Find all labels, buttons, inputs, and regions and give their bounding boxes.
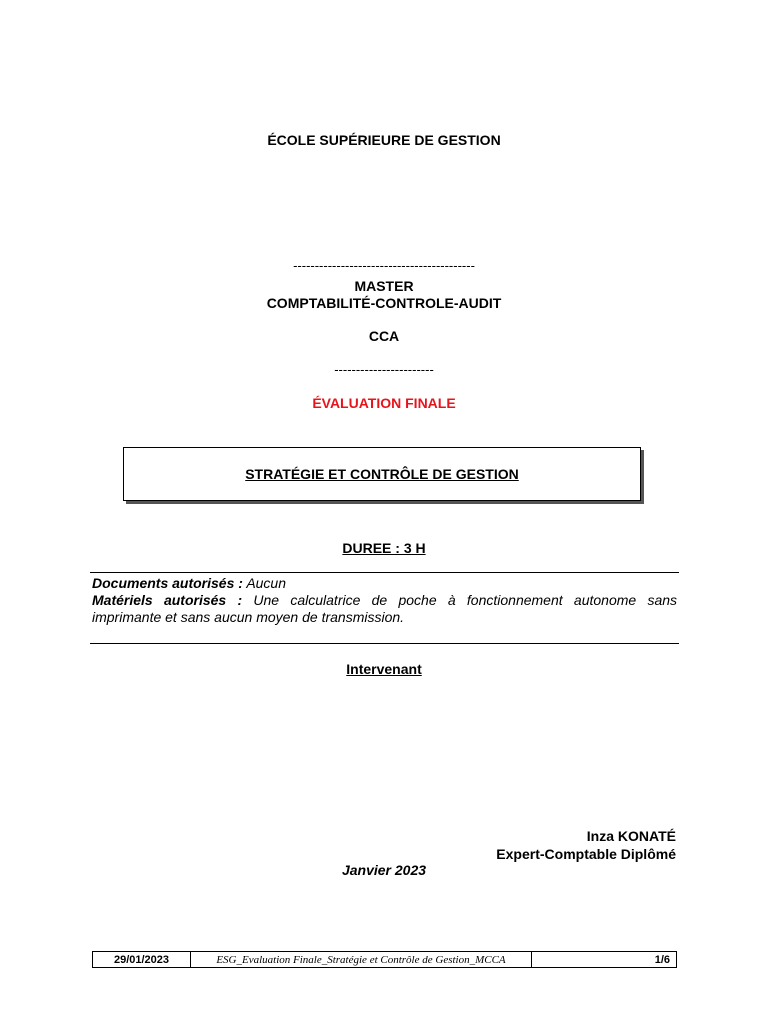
materials-line-1 <box>92 592 677 609</box>
documents-label: Documents autorisés : <box>92 575 243 591</box>
divider-bottom <box>90 643 679 644</box>
school-name: ÉCOLE SUPÉRIEURE DE GESTION <box>267 132 501 148</box>
duration: DUREE : 3 H <box>342 540 426 556</box>
subject-title: STRATÉGIE ET CONTRÔLE DE GESTION <box>245 466 519 482</box>
degree-title: MASTER <box>354 278 414 294</box>
program-code: CCA <box>368 328 400 344</box>
subject-box <box>123 447 641 501</box>
instructor-heading: Intervenant <box>346 661 422 677</box>
instructor-signature <box>496 827 676 863</box>
footer-reference: ESG_Evaluation Finale_Stratégie et Contrôle de Gestion_MCCA <box>191 952 532 967</box>
page-footer <box>92 951 677 968</box>
separator-long: ------------------------------------------ <box>293 258 475 273</box>
materials-value-1: Une calculatrice de poche à fonctionnement autonome sans <box>253 592 678 608</box>
materials-value-2: imprimante et sans aucun moyen de transmission. <box>92 609 405 625</box>
footer-page-number: 1/6 <box>654 953 670 966</box>
exam-date: Janvier 2023 <box>341 862 427 878</box>
separator-short: ----------------------- <box>334 362 434 377</box>
program-title: COMPTABILITÉ-CONTROLE-AUDIT <box>266 295 502 311</box>
divider-top <box>90 572 679 573</box>
authorized-conditions <box>92 575 677 626</box>
footer-date: 29/01/2023 <box>93 952 191 967</box>
documents-value: Aucun <box>246 575 287 591</box>
exam-type: ÉVALUATION FINALE <box>312 395 456 411</box>
instructor-title: Expert-Comptable Diplômé <box>496 846 676 862</box>
materials-label: Matériels autorisés : <box>92 592 243 608</box>
instructor-name: Inza KONATÉ <box>586 828 676 844</box>
documents-line <box>92 575 677 592</box>
